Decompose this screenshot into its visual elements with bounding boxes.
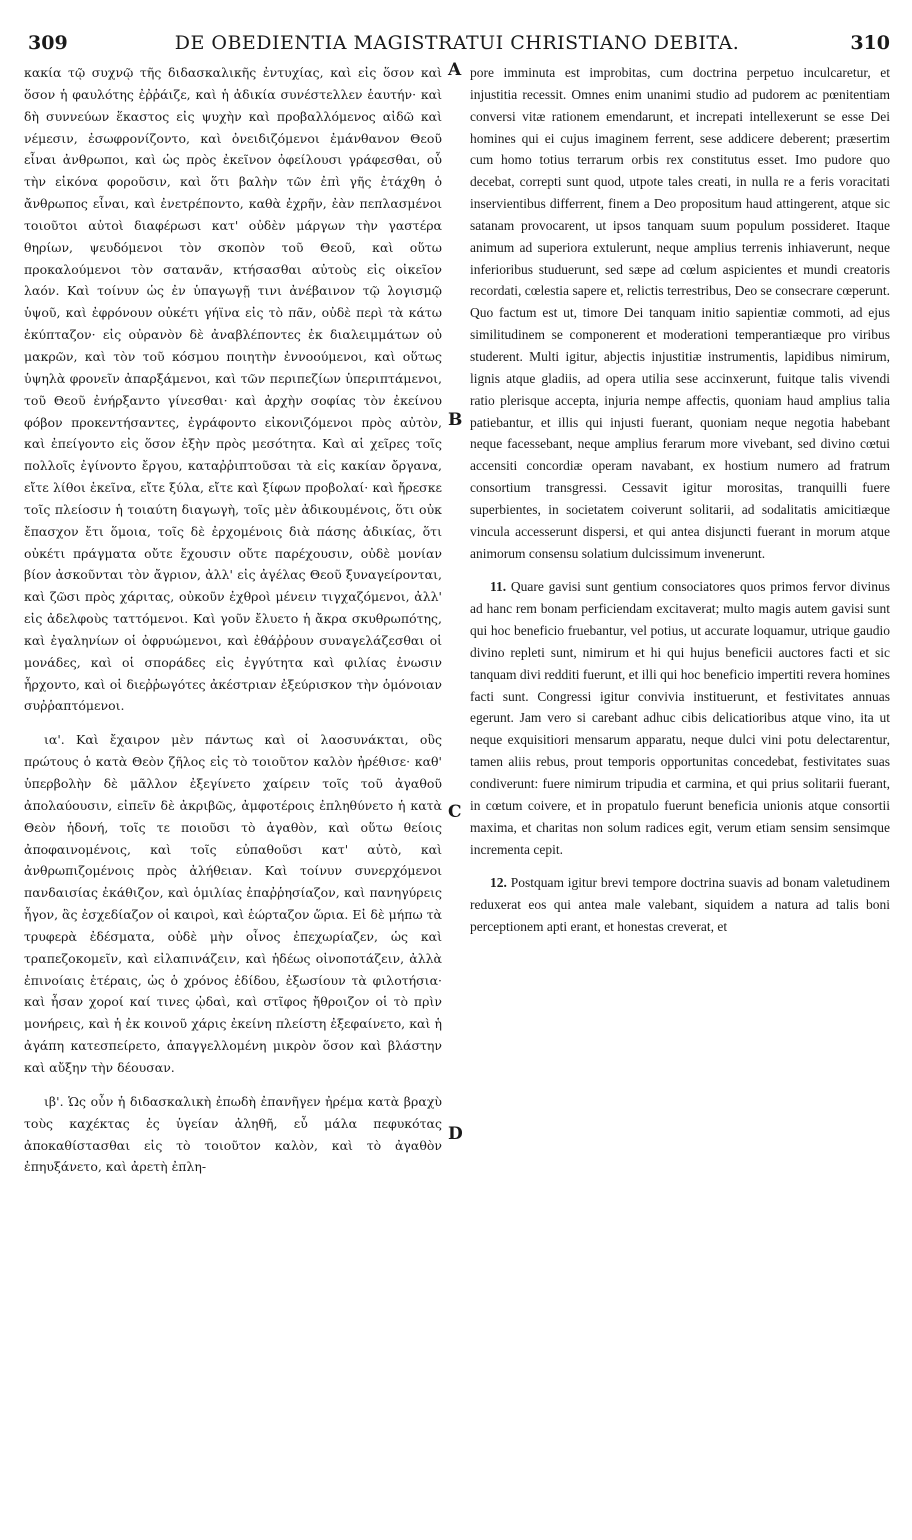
greek-paragraph-12: ιβ'. Ὡς οὖν ἡ διδασκαλικὴ ἐπωδὴ ἐπανῆγεν ἠρέμα κατὰ βραχὺ τοὺς καχέκτας ἐς ὑγείαν ἀληθῆ, εὖ μάλα πεφυκότας ἀποκαθίστασθαι εἰς τὸ τοιοῦτον καλὸν, καὶ τὸ ἀγαθὸν ἐπηυξάνετο, καὶ ἀρετὴ ἐπλη- — [24, 1093, 442, 1175]
latin-paragraph-12 — [470, 872, 890, 938]
greek-paragraph-1: κακία τῷ συχνῷ τῆς διδασκαλικῆς ἐντυχίας, καὶ εἰς ὅσον καὶ ὅσον ἡ φαυλότης ἐῤῥάιζε, καὶ ἡ ἀδικία συνέστελλεν ἑαυτήν· καὶ δὴ συννεύων ἕκαστος εἰς ψυχὴν καὶ προβαλλόμενος αἰδῶ καὶ νέμεσιν, ἐσωφρονίζοντο, καὶ ὀνειδιζόμενοι ἐμάνθανον Θεοῦ εἶναι ἀνθρωποι, καὶ ὡς πρὸς ἐκεῖνον ὀφείλουσι γράφεσθαι, οὗ τὴν εἰκόνα φοροῦσιν, καὶ ὅτι βαλὴν τῶν ἐπὶ γῆς ἐτάχθη ὁ ἄνθρωπος εἶναι, καὶ ἐνετρέποντο, καθὰ ἐχρῆν, ἐὰν πεπλασμένοι τοιοῦτοι αὐτοὶ διαφέρωσι κατ' οὐδὲν μάργων τὴν γαστέρα θηρίων, ψευδόμενοι τὸν σκοπὸν τοῦ Θεοῦ, καὶ οὕτω προκαλούμενοι τὸν σατανᾶν, κτήσασθαι αὐτοὺς εἰς οἰκεῖον λαόν. Καὶ τοίνυν ὡς ἐν ὑπαγωγῇ τινι ἀνέβαινον τῷ λογισμῷ ὑψοῦ, καὶ ἐφρόνουν οὐκέτι γήϊνα εἰς τὸ πᾶν, οὐδὲ περὶ τὰ κάτω ἐκύπταζον· εἰς οὐρανὸν δὲ ἀναβλέποντες ἐκ διαλειμμάτων οὐ μακρῶν, καὶ τὸν τοῦ κόσμου ποιητὴν ἐννοούμενοι, καὶ οὕτως ὑψηλὰ φρονεῖν ἀπαρξάμενοι, καὶ τῶν περιπεζίων ὑπεριπτάμενοι, τοῦ Θεοῦ ἐνήρξαντο γίνεσθαι· καὶ ἀρχὴν σοφίας τὸν ἐκείνου φόβον προκεντήσαντες, ἐγράφοντο εἰκονιζόμενοι πρὸς αὐτὸν, καὶ ἐπείγοντο εἰς ὅσον ἐξὴν πρὸς μεσότητα. Καὶ αἱ χεῖρες τοῖς πολλοῖς ἐγίνοντο ἔργου, καταῤῥιπτοῦσαι τὰ εἰς κακίαν ὄργανα, εἴτε λίθοι ἐκεῖνα, εἴτε ξύλα, εἴτε καὶ ξίφων προβολαί· καὶ ἤρεσκε τοῖς πλείοσιν ἡ τοιαύτη διαγωγὴ, τοῖς μὲν ἀδικουμένοις, ὅτι οὐκ ἔπασχον ἔτι ὅμοια, τοῖς δὲ ἐρχομένοις διὰ πάσης ἀδικίας, ὅτι οὐκέτι πράγματα οὔτε ἔχουσιν οὔτε παρέχουσιν, οὐδὲ μονίαν βίον ἀσκοῦνται τὸν ἄγριον, ἀλλ' εἰς ἀγέλας Θεοῦ ξυναγείρονται, καὶ ζῶσι πρὸς χάριτας, οὐκοῦν ἐχθροὶ μένειν τιγχαζόμενοι, ἀλλ' εἰς ἀδελφοὺς ταττόμενοι. Καὶ γοῦν ἔλυετο ἡ ἄκρα σκυθρωπότης, καὶ ἐγαληνίων οἱ ὀφρυώμενοι, καὶ ἐθάῤῥουν συναγελάζεσθαι οἱ μονάδες, καὶ οἱ σποράδες εἰς ἐγγύτητα καὶ φιλίας ἐνωσιν ἦρχοντο, καὶ οἱ διεῤῥωγότες ἀκέστριαν ἐξεύρισκον τὴν ὁμόνοιαν συῤῥαπτόμενοι. — [24, 65, 442, 714]
margin-marker-b: B — [448, 410, 463, 430]
latin-paragraph-11 — [470, 576, 890, 860]
page-number-right: 310 — [850, 32, 890, 54]
latin-column — [470, 62, 890, 938]
greek-paragraph-11: ια'. Καὶ ἔχαιρον μὲν πάντως καὶ οἱ λαοσυνάκται, οὓς πρώτους ὁ κατὰ Θεὸν ζῆλος εἰς τὸ τοιοῦτον καλὸν ἠρέθισε· καθ' ὑπερβολὴν δὲ μᾶλλον ἐξεγίνετο χαίρειν τοῖς τοῦ ἀγαθοῦ ἀπολαύουσιν, εἰπεῖν δὲ ἀκριβῶς, ἀμφοτέροις ἐπληθύνετο ἡ κατὰ Θεὸν ἡδονή, τοῖς τε ποιοῦσι τὸ ἀγαθὸν, καὶ οὕτω θείοις ἀποφαινομένοις, καὶ τοῖς εὐπαθοῦσι κατ' αὐτὸ, καὶ ἀνθρωπιζομένοις πρὸς ἀλήθειαν. Καὶ τοίνυν συνερχόμενοι πανδαισίας ἐκάθιζον, καὶ ὁμιλίας ἐπαῤῥησίαζον, καὶ πανηγύρεις ἦγον, ἃς ἐσχεδίαζον οἱ καιροὶ, καὶ ἑώρταζον ὥρια. Εἰ δὲ μήπω τὰ τρυφερὰ ἐδέσματα, οὐδὲ μὴν οἶνος ἐπεχωρίαζεν, ὡς καὶ τραπεζοκομεῖν, καὶ εἰλαπινάζειν, καὶ ἡδέως οἰνοποτάζειν, ἀλλὰ ἐπινοίαις ἑτέραις, ὡς ὁ χρόνος ἐδίδου, ἐξωσίουν τὰ φιλοτήσια· καὶ ἦσαν χοροί καί τινες ᾠδαὶ, καὶ στῖφος ἤθροιζον οἱ τὸ πρὶν μονήρεις, καὶ ἡ ἐκ κοινοῦ χάρις ἐκείνη πλείστη ἐξεφαίνετο, καὶ ἡ ἀγάπη κατεσπείρετο, ἀπαγγελλομένη μικρὸν ὅσον καὶ βλάστην καὶ αὔξην τὴν δέουσαν. — [24, 732, 442, 1075]
margin-marker-a: A — [448, 60, 462, 80]
running-header — [24, 26, 890, 60]
text-columns — [24, 62, 890, 1518]
margin-marker-c: C — [448, 802, 462, 822]
latin-paragraph-12-text: Postquam igitur brevi tempore doctrina suavis ad bonam valetudinem reduxerat eos qui antea male valebant, siquidem a natura ad talis boni perceptionem apti erant, et honestas creverat, et — [470, 875, 890, 935]
page-number-left: 309 — [28, 32, 68, 54]
paragraph-number-11: 11. — [490, 579, 507, 595]
book-page — [24, 26, 890, 1518]
margin-marker-d: D — [448, 1124, 463, 1144]
running-title: DE OBEDIENTIA MAGISTRATUI CHRISTIANO DEBITA. — [174, 32, 740, 54]
paragraph-number-12: 12. — [490, 875, 507, 891]
greek-column — [24, 62, 442, 1178]
latin-paragraph-1: pore imminuta est improbitas, cum doctrina perpetuo inculcaretur, et injustitia recessit. Omnes enim unanimi studio ad pudorem ac pœnitentiam conversi vitæ rationem emendarunt, et increpati intellexerunt se esse Dei homines qui ei cujus imaginem ferrent, sese addicere deberent; præsertim cum homo totius terrarum orbis rex constitutus esset. Imo pudore quo decebat, correpti sunt quod, utpote tales creati, in nulla re a feris voracitati inservientibus differrent, finem a Deo propositum haud attingerent, atque sic satanam provocarent, ut ipsos tanquam suum populum possideret. Itaque animum ad superiora extulerunt, neque amplius terrenis inhiaverunt, neque inferioribus studuerunt, sed sæpe ad cœlum aspicientes et mundi creatoris recordati, cœlestia sapere et, relictis terrestribus, Deo se consecrare cœperunt. Quo factum est ut, timore Dei tanquam initio sapientiæ commoti, ad ejus similitudinem se componerent et moderationi temperantiæque pro viribus studerent. Multi igitur, abjectis injustitiæ instrumentis, lapidibus nimirum, lignis atque gladiis, ad opera utilia sese accinxerunt, fuitque talis vivendi ratio plerisque accepta, injuria nempe affectis, quoniam haud amplius talia patiebantur, et illis qui injusti fuerant, quoniam neque negotia habebant neque facessebant, neque amplius ferarum more vivebant, sed divino cœtui accensiti concordiæ operam navabant, ex hostium numero ad fratrum consortium transgressi. Cessavit igitur morositas, tranquilli fuere superbientes, in societatem coiverunt solitarii, ad sodalitatis amicitiæque vincula accesserunt dispersi, et qui antea disjuncti fuerant in morum atque animorum consensu solatium dulcissimum invenerunt. — [470, 65, 890, 561]
latin-paragraph-11-text: Quare gavisi sunt gentium consociatores quos primos fervor divinus ad hanc rem bonam perficiendam excitaverat; multo magis autem gavisi sunt qui hoc beneficio fruebantur, vel potius, ut accurate loquamur, utrique gaudio divino repleti sunt, nimirum et hi qui hujus beneficii auctores facti et sic tanquam divi redditi fuerunt, et illi qui hoc beneficio impertiti revera homines facti sunt. Congressi igitur convivia instituerunt, et festivitates annuas egerunt. Jam vero si carebant adhuc cibis delicatioribus atque vino, ita ut neque exquisitiori mensarum apparatu, neque dulci vini potu delectarentur, tamen aliis rebus, prout temporis opportunitas concedebat, festivitates suas condiverunt: fuere nimirum tripudia et carmina, et qui prius solitarii fuerant, in cœtum coivere, et in propatulo fuerunt beneficia unionis atque consortii maxima, et charitas non solum radices egit, verum etiam sensim sensimque incrementa cepit. — [470, 579, 891, 857]
